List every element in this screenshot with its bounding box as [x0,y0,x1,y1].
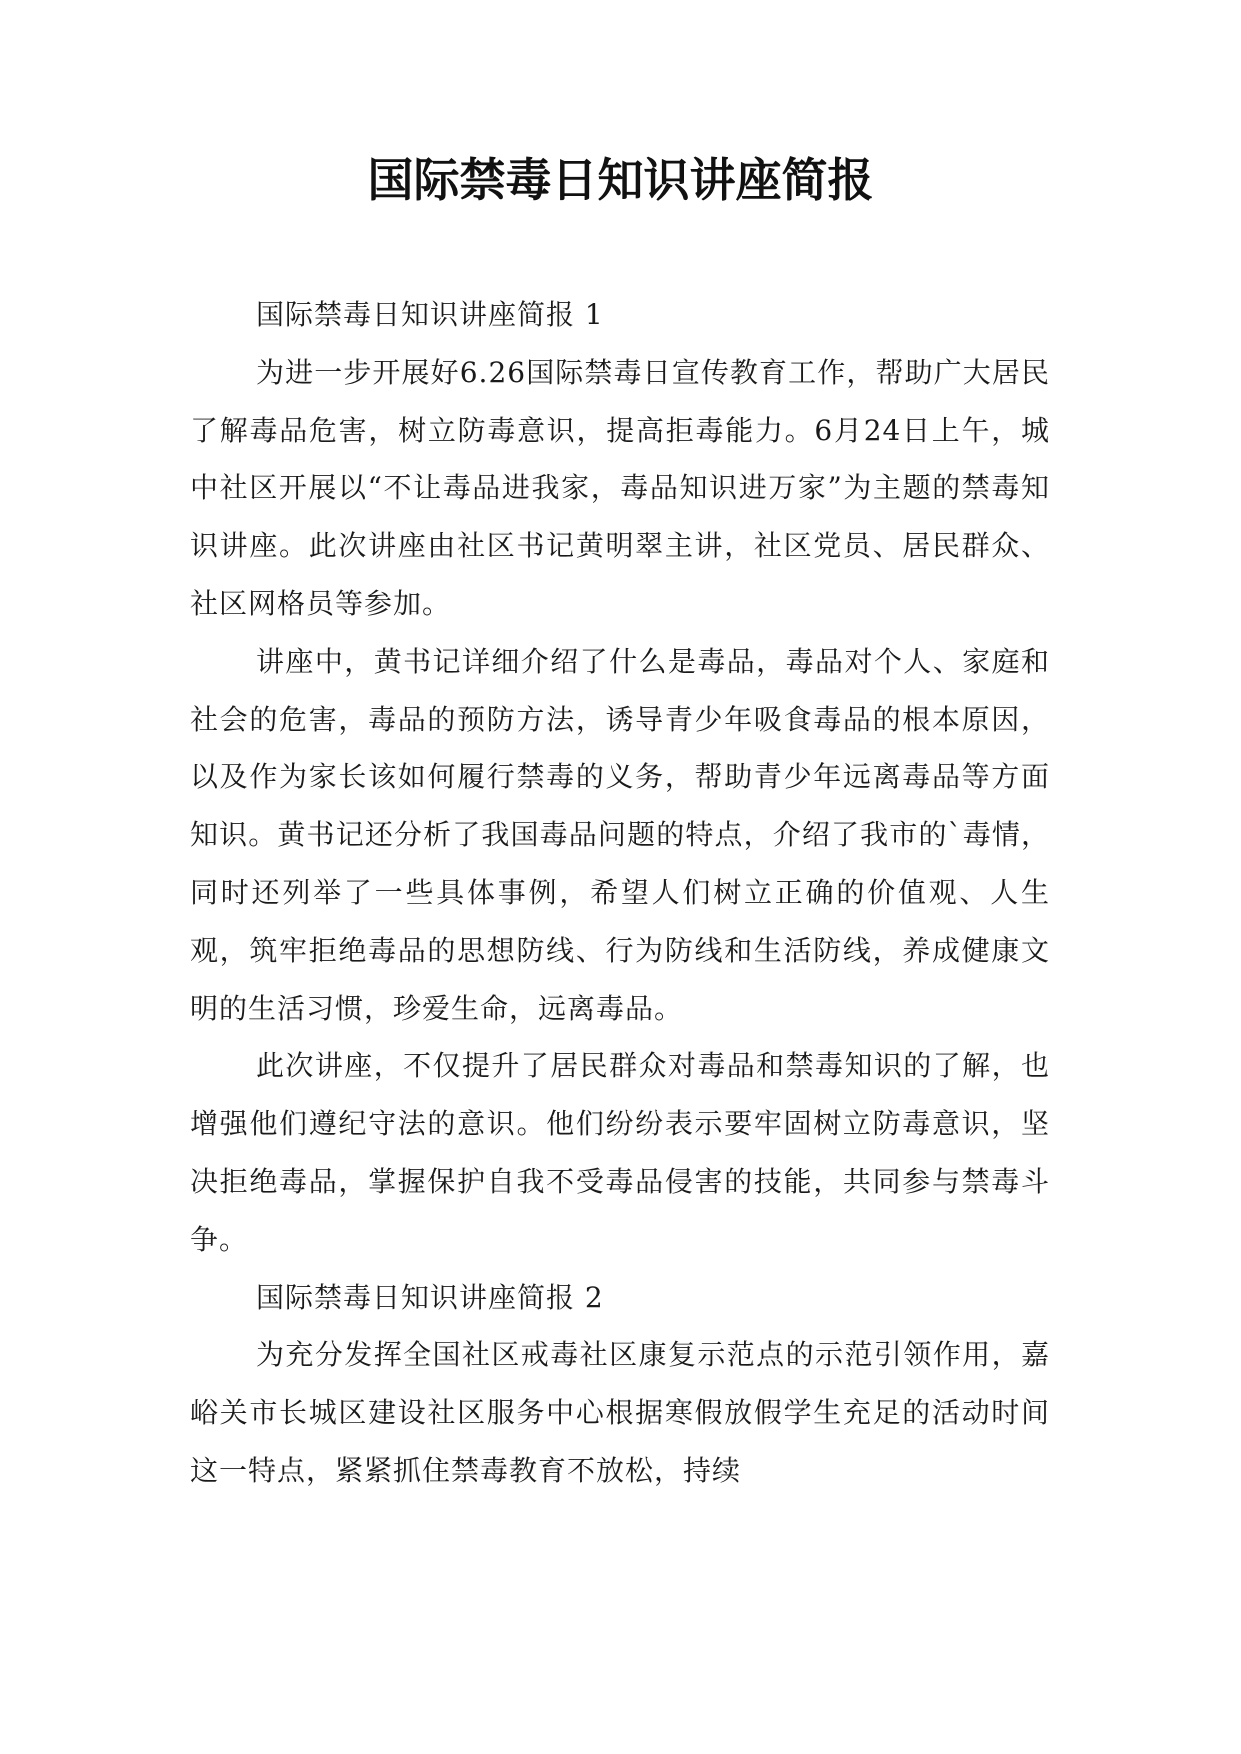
section-heading: 国际禁毒日知识讲座简报 2 [256,1280,604,1314]
paragraph: 讲座中，黄书记详细介绍了什么是毒品，毒品对个人、家庭和社会的危害，毒品的预防方法，诱导青少年吸食毒品的根本原因，以及作为家长该如何履行禁毒的义务，帮助青少年远离毒品等方面知识。黄书记还分析了我国毒品问题的特点，介绍了我市的`毒情，同时还列举了一些具体事例，希望人们树立正确的价值观、人生观，筑牢拒绝毒品的思想防线、行为防线和生活防线，养成健康文明的生活习惯，珍爱生命，远离毒品。 [190,644,1050,1025]
document-body [190,286,1050,1500]
paragraph: 此次讲座，不仅提升了居民群众对毒品和禁毒知识的了解，也增强他们遵纪守法的意识。他们纷纷表示要牢固树立防毒意识，坚决拒绝毒品，掌握保护自我不受毒品侵害的技能，共同参与禁毒斗争。 [190,1049,1050,1256]
document-title: 国际禁毒日知识讲座简报 [367,153,874,207]
paragraph: 为进一步开展好6.26国际禁毒日宣传教育工作，帮助广大居民了解毒品危害，树立防毒意识，提高拒毒能力。6月24日上午，城中社区开展以“不让毒品进我家，毒品知识进万家”为主题的禁毒知识讲座。此次讲座由社区书记黄明翠主讲，社区党员、居民群众、社区网格员等参加。 [190,355,1050,620]
section-heading: 国际禁毒日知识讲座简报 1 [256,298,604,331]
paragraph: 为充分发挥全国社区戒毒社区康复示范点的示范引领作用，嘉峪关市长城区建设社区服务中心根据寒假放假学生充足的活动时间这一特点，紧紧抓住禁毒教育不放松，持续 [190,1338,1050,1487]
